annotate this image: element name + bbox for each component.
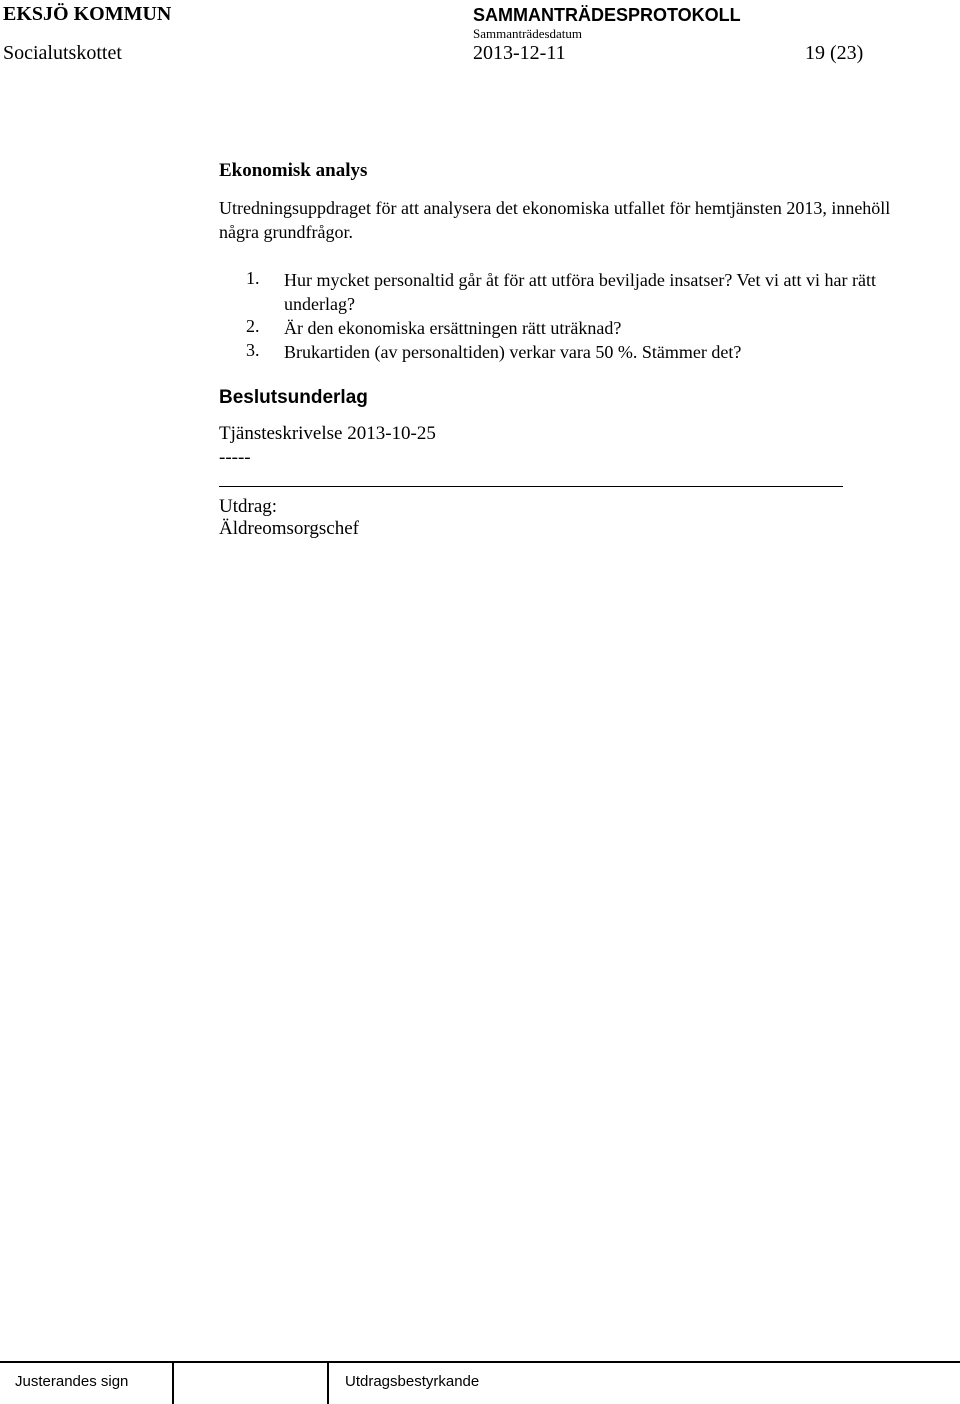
question-text: Hur mycket personaltid går åt för att utföra beviljade insatser? Vet vi att vi har rätt underlag? xyxy=(284,270,876,314)
divider-line xyxy=(219,486,843,487)
question-text: Är den ekonomiska ersättningen rätt uträknad? xyxy=(284,318,622,338)
question-text: Brukartiden (av personaltiden) verkar vara 50 %. Stämmer det? xyxy=(284,342,742,362)
footer-divider xyxy=(327,1361,329,1404)
meeting-date: 2013-12-11 xyxy=(473,42,566,64)
extract-recipient: Äldreomsorgschef xyxy=(219,518,360,539)
organization-name: EKSJÖ KOMMUN xyxy=(3,3,172,25)
footer-divider xyxy=(172,1361,174,1404)
page-number: 19 (23) xyxy=(805,42,864,64)
document-type: SAMMANTRÄDESPROTOKOLL xyxy=(473,5,741,25)
footer-certify-label: Utdragsbestyrkande xyxy=(345,1373,480,1390)
section-intro-paragraph: Utredningsuppdraget för att analysera det ekonomiska utfallet för hemtjänsten 2013, innehöll några grundfrågor. xyxy=(219,198,891,242)
footer-top-line xyxy=(0,1361,960,1363)
footer-sign-label: Justerandes sign xyxy=(15,1373,129,1390)
basis-document: Tjänsteskrivelse 2013-10-25 xyxy=(219,423,436,444)
question-number: 1. xyxy=(246,268,260,288)
separator-dashes: ----- xyxy=(219,447,251,468)
section-heading: Beslutsunderlag xyxy=(219,387,368,408)
meeting-date-caption: Sammanträdesdatum xyxy=(473,26,583,41)
extract-label: Utdrag: xyxy=(219,496,278,517)
question-number: 3. xyxy=(246,340,260,360)
committee-name: Socialutskottet xyxy=(3,42,122,64)
section-heading: Ekonomisk analys xyxy=(219,160,368,181)
question-number: 2. xyxy=(246,316,260,336)
